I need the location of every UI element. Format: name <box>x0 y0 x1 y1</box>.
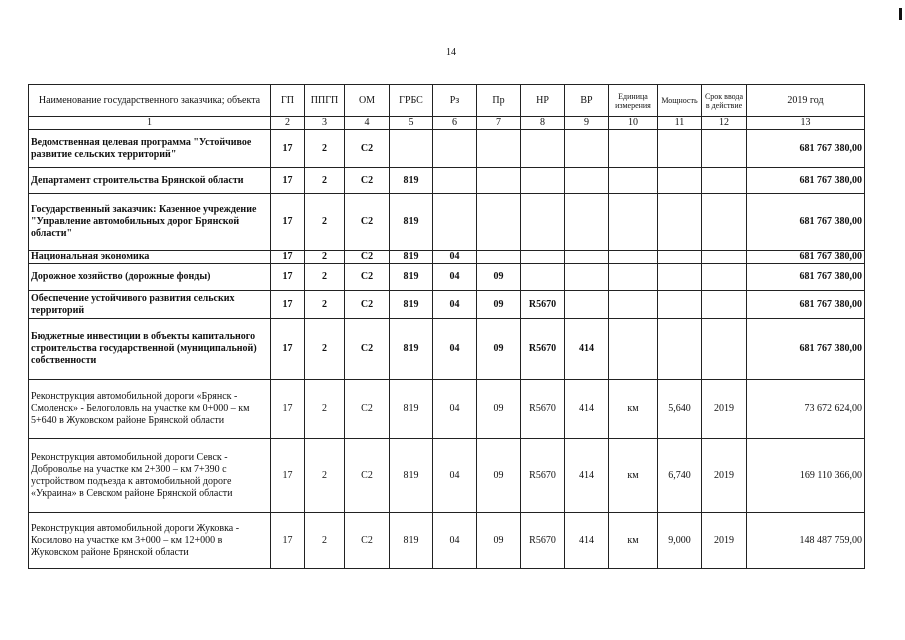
table-cell: R5670 <box>521 291 565 319</box>
table-cell <box>609 130 658 168</box>
amount-cell: 681 767 380,00 <box>747 251 865 264</box>
table-cell: 17 <box>271 291 305 319</box>
table-cell <box>521 264 565 291</box>
table-cell: 17 <box>271 264 305 291</box>
table-cell: 819 <box>390 264 433 291</box>
column-number: 11 <box>658 117 702 130</box>
table-cell <box>609 264 658 291</box>
object-name-cell: Реконструкция автомобильной дороги Жуковка - Косилово на участке км 3+000 – км 12+000 в Жуковском районе Брянской области <box>29 513 271 569</box>
table-cell: R5670 <box>521 439 565 513</box>
table-row <box>29 264 865 291</box>
table-cell: 414 <box>565 319 609 380</box>
table-cell: 04 <box>433 264 477 291</box>
table-cell: км <box>609 513 658 569</box>
table-cell: 09 <box>477 291 521 319</box>
table-cell: 819 <box>390 380 433 439</box>
table-cell: 17 <box>271 251 305 264</box>
column-number: 13 <box>747 117 865 130</box>
table-cell <box>390 130 433 168</box>
table-cell: 2 <box>305 264 345 291</box>
table-cell: 09 <box>477 380 521 439</box>
table-cell: С2 <box>345 291 390 319</box>
table-cell <box>702 319 747 380</box>
table-cell <box>477 130 521 168</box>
header-row <box>29 85 865 117</box>
table-cell: 04 <box>433 251 477 264</box>
table-cell: 09 <box>477 513 521 569</box>
table-cell: 2019 <box>702 439 747 513</box>
table-cell: 819 <box>390 439 433 513</box>
object-name-cell: Бюджетные инвестиции в объекты капитального строительства государственной (муниципальной) собственности <box>29 319 271 380</box>
table-cell <box>702 194 747 251</box>
table-cell: 819 <box>390 513 433 569</box>
object-name-cell: Обеспечение устойчивого развития сельских территорий <box>29 291 271 319</box>
table-cell: 819 <box>390 194 433 251</box>
header-cell: 2019 год <box>747 85 865 117</box>
table-cell <box>433 130 477 168</box>
table-cell <box>565 168 609 194</box>
column-number: 12 <box>702 117 747 130</box>
table-cell <box>658 130 702 168</box>
table-row <box>29 194 865 251</box>
table-cell: 819 <box>390 291 433 319</box>
table-cell <box>702 168 747 194</box>
amount-cell: 681 767 380,00 <box>747 194 865 251</box>
amount-cell: 681 767 380,00 <box>747 264 865 291</box>
page-number: 14 <box>446 47 456 58</box>
column-number: 10 <box>609 117 658 130</box>
table-cell: R5670 <box>521 513 565 569</box>
header-cell: Единица измерения <box>609 85 658 117</box>
table-row <box>29 291 865 319</box>
column-number: 9 <box>565 117 609 130</box>
table-cell <box>433 168 477 194</box>
column-number: 6 <box>433 117 477 130</box>
header-cell: Наименование государственного заказчика; объекта <box>29 85 271 117</box>
table-cell: 04 <box>433 513 477 569</box>
table-cell: 17 <box>271 194 305 251</box>
table-row <box>29 130 865 168</box>
table-cell: 09 <box>477 319 521 380</box>
column-number: 8 <box>521 117 565 130</box>
object-name-cell: Реконструкция автомобильной дороги «Брянск - Смоленск» - Белоголовль на участке км 0+000 – км 5+640 в Жуковском районе Брянской области <box>29 380 271 439</box>
column-number: 4 <box>345 117 390 130</box>
table-cell: км <box>609 380 658 439</box>
table-cell: 414 <box>565 513 609 569</box>
table-cell <box>702 291 747 319</box>
table-cell: 2019 <box>702 513 747 569</box>
header-cell: ВР <box>565 85 609 117</box>
table-row <box>29 319 865 380</box>
table-cell <box>521 251 565 264</box>
header-cell: ППГП <box>305 85 345 117</box>
table-cell <box>565 291 609 319</box>
table-cell <box>609 291 658 319</box>
amount-cell: 681 767 380,00 <box>747 319 865 380</box>
table-cell <box>609 319 658 380</box>
table-cell <box>658 291 702 319</box>
column-number-row <box>29 117 865 130</box>
table-cell <box>521 194 565 251</box>
table-cell <box>658 319 702 380</box>
table-cell <box>702 130 747 168</box>
table-cell: С2 <box>345 264 390 291</box>
object-name-cell: Департамент строительства Брянской области <box>29 168 271 194</box>
table-cell <box>433 194 477 251</box>
table-cell: С2 <box>345 194 390 251</box>
table-cell <box>702 251 747 264</box>
header-cell: Пр <box>477 85 521 117</box>
table-cell: 04 <box>433 291 477 319</box>
table-cell <box>609 194 658 251</box>
table-cell: 5,640 <box>658 380 702 439</box>
table-cell: 2 <box>305 194 345 251</box>
header-cell: Срок ввода в действие <box>702 85 747 117</box>
table-cell <box>477 168 521 194</box>
table-cell: 414 <box>565 439 609 513</box>
table-cell <box>565 130 609 168</box>
amount-cell: 681 767 380,00 <box>747 168 865 194</box>
column-number: 5 <box>390 117 433 130</box>
table-cell: С2 <box>345 319 390 380</box>
table-cell: 2 <box>305 319 345 380</box>
header-cell: ГП <box>271 85 305 117</box>
amount-cell: 148 487 759,00 <box>747 513 865 569</box>
table-cell: 9,000 <box>658 513 702 569</box>
table-cell: 819 <box>390 319 433 380</box>
table-cell: С2 <box>345 439 390 513</box>
table-cell: 09 <box>477 439 521 513</box>
column-number: 7 <box>477 117 521 130</box>
table-cell: 2 <box>305 168 345 194</box>
table-cell <box>565 194 609 251</box>
table-cell: 2 <box>305 513 345 569</box>
table-cell <box>477 251 521 264</box>
table-cell: 2 <box>305 251 345 264</box>
table-cell <box>702 264 747 291</box>
object-name-cell: Национальная экономика <box>29 251 271 264</box>
table-cell: км <box>609 439 658 513</box>
table-cell <box>658 194 702 251</box>
table-cell: 17 <box>271 439 305 513</box>
table-cell: С2 <box>345 130 390 168</box>
table-cell: 17 <box>271 130 305 168</box>
table-row <box>29 380 865 439</box>
table-row <box>29 439 865 513</box>
amount-cell: 681 767 380,00 <box>747 291 865 319</box>
table-cell <box>521 168 565 194</box>
table-cell: 414 <box>565 380 609 439</box>
table-cell <box>658 264 702 291</box>
column-number: 2 <box>271 117 305 130</box>
table-cell: С2 <box>345 251 390 264</box>
table-cell: 819 <box>390 168 433 194</box>
column-number: 3 <box>305 117 345 130</box>
table-cell: 17 <box>271 319 305 380</box>
table-cell: 17 <box>271 168 305 194</box>
amount-cell: 169 110 366,00 <box>747 439 865 513</box>
object-name-cell: Ведомственная целевая программа "Устойчивое развитие сельских территорий" <box>29 130 271 168</box>
table-cell: 17 <box>271 513 305 569</box>
amount-cell: 681 767 380,00 <box>747 130 865 168</box>
table-cell: С2 <box>345 168 390 194</box>
table-cell: 2019 <box>702 380 747 439</box>
table-row <box>29 513 865 569</box>
amount-cell: 73 672 624,00 <box>747 380 865 439</box>
table-cell: 2 <box>305 291 345 319</box>
table-cell <box>609 251 658 264</box>
table-cell: 2 <box>305 380 345 439</box>
table-cell <box>521 130 565 168</box>
object-name-cell: Реконструкция автомобильной дороги Севск - Добровольe на участке км 2+300 – км 7+390 с устройством подъезда к автомобильной дороге «Украина» в Севском районе Брянской области <box>29 439 271 513</box>
table-cell: R5670 <box>521 319 565 380</box>
header-cell: ОМ <box>345 85 390 117</box>
table-cell: С2 <box>345 513 390 569</box>
page-edge-mark <box>899 8 902 20</box>
table-cell <box>565 251 609 264</box>
table-cell <box>565 264 609 291</box>
table-cell <box>477 194 521 251</box>
table-cell: 2 <box>305 130 345 168</box>
table-cell: 819 <box>390 251 433 264</box>
table-cell: R5670 <box>521 380 565 439</box>
header-cell: ГРБС <box>390 85 433 117</box>
table-cell: 09 <box>477 264 521 291</box>
table-cell <box>658 168 702 194</box>
object-name-cell: Дорожное хозяйство (дорожные фонды) <box>29 264 271 291</box>
budget-table <box>28 84 865 569</box>
table-cell: 6,740 <box>658 439 702 513</box>
header-cell: НР <box>521 85 565 117</box>
column-number: 1 <box>29 117 271 130</box>
table-cell <box>658 251 702 264</box>
table-cell <box>609 168 658 194</box>
table-row <box>29 251 865 264</box>
header-cell: Рз <box>433 85 477 117</box>
table-cell: С2 <box>345 380 390 439</box>
table-cell: 04 <box>433 380 477 439</box>
table-cell: 17 <box>271 380 305 439</box>
table-cell: 04 <box>433 439 477 513</box>
object-name-cell: Государственный заказчик: Казенное учреждение "Управление автомобильных дорог Брянской области" <box>29 194 271 251</box>
table-row <box>29 168 865 194</box>
header-cell: Мощность <box>658 85 702 117</box>
table-cell: 04 <box>433 319 477 380</box>
table-cell: 2 <box>305 439 345 513</box>
